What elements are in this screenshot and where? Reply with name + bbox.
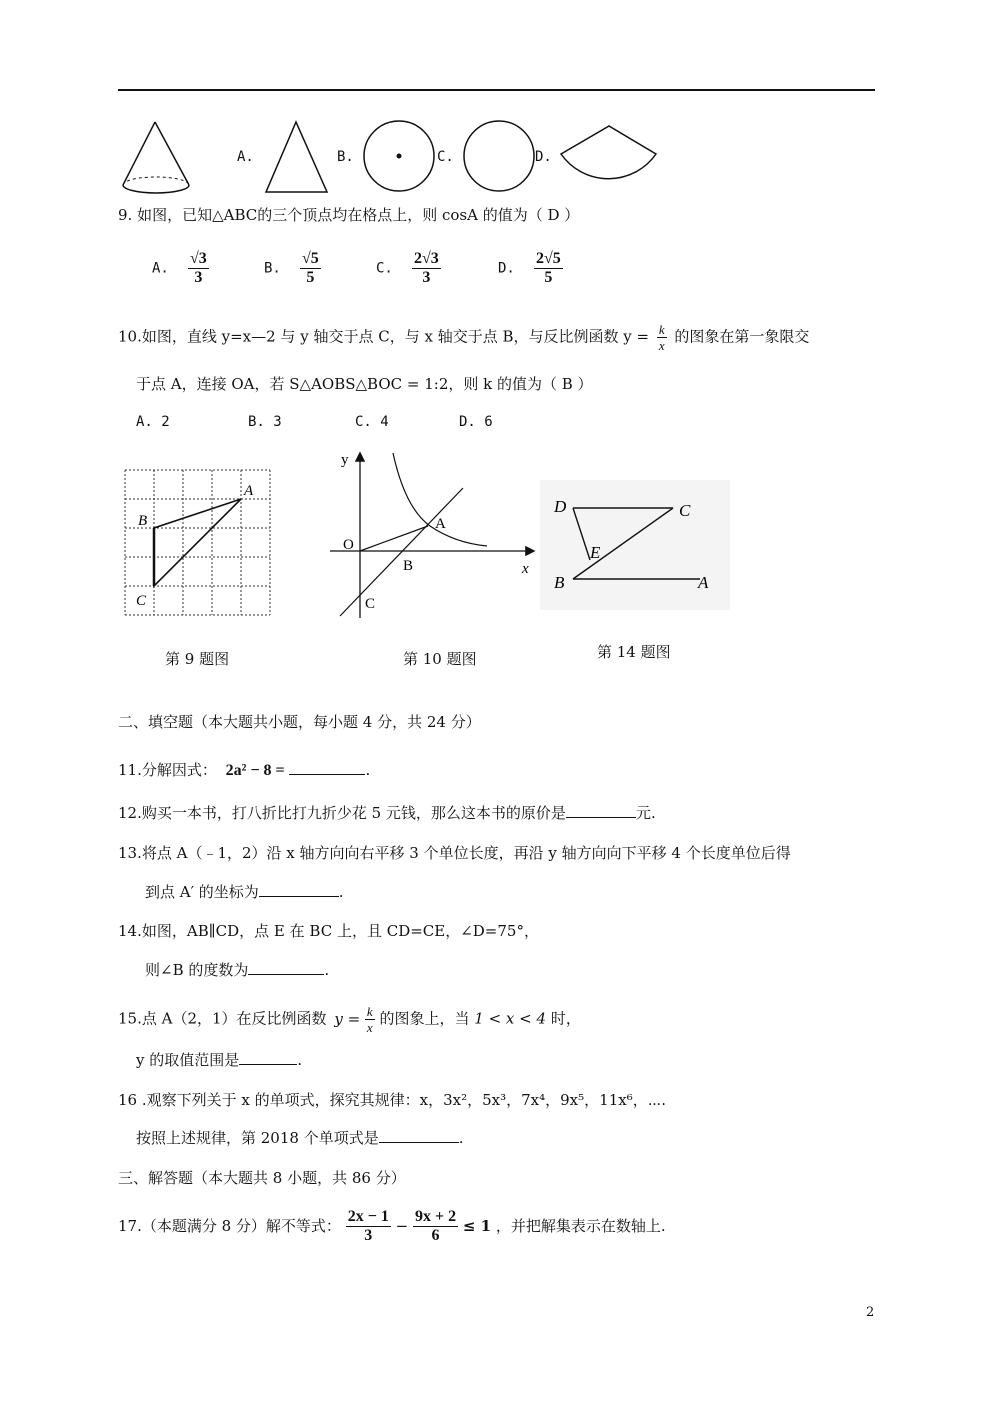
fig10-label-c: C xyxy=(365,596,376,612)
q8-option-b: B. xyxy=(337,149,354,165)
segment-oa xyxy=(360,526,428,551)
fig10-label-o: O xyxy=(343,537,354,553)
fig14-label-b: B xyxy=(554,573,565,592)
q15-line2: y 的取值范围是 . xyxy=(136,1051,303,1069)
q17-fraction-2: $\frac{9x + 2}{6}$ xyxy=(414,1207,457,1244)
fig14-figure xyxy=(540,480,730,610)
fig10-caption: 第 10 题图 xyxy=(403,650,477,668)
hyperbola-curve xyxy=(393,453,487,546)
q9-option-label: D. xyxy=(498,260,515,277)
q8-figure-row xyxy=(115,112,675,197)
q9-option-label: A. xyxy=(152,260,169,277)
answer-blank[interactable] xyxy=(259,882,339,897)
q9-options xyxy=(152,250,602,300)
center-dot xyxy=(397,154,402,159)
q10-option-c: C. 4 xyxy=(355,414,389,430)
header-rule xyxy=(118,89,875,91)
fig10-label-a: A xyxy=(435,516,446,532)
page-number: 2 xyxy=(866,1305,875,1320)
fig10-label-x: x xyxy=(522,561,529,577)
q10-stem-line1: 10.如图，直线 y=x—2 与 y 轴交于点 C，与 x 轴交于点 B，与反比例函数 y = $\frac{k}{x}$ 的图象在第一象限交 xyxy=(118,322,810,353)
q9-option-fraction: $\frac{2√5}{5}$ xyxy=(535,250,561,286)
sector-shape xyxy=(561,126,656,179)
section3-heading: 三、解答题（本大题共 8 小题，共 86 分） xyxy=(118,1169,406,1187)
q10-fraction: $\frac{k}{x}$ xyxy=(658,322,665,353)
q10-option-b: B. 3 xyxy=(248,414,282,430)
fig10-label-y: y xyxy=(341,452,349,468)
answer-blank[interactable] xyxy=(289,760,365,775)
line-y-eq-x-minus-2 xyxy=(340,488,463,616)
fig14-caption: 第 14 题图 xyxy=(597,643,671,661)
q10-stem-line2: 于点 A，连接 OA，若 S△AOBS△BOC = 1:2，则 k 的值为（ B ） xyxy=(136,375,593,393)
q11: 11.分解因式： 2a² − 8 = . xyxy=(118,761,371,779)
q9-option-fraction: $\frac{√5}{5}$ xyxy=(301,250,319,286)
q8-option-d: D. xyxy=(535,149,552,165)
q10-option-a: A. 2 xyxy=(136,414,170,430)
q10-option-d: D. 6 xyxy=(459,414,493,430)
fig9-caption: 第 9 题图 xyxy=(165,650,230,668)
q13-line2: 到点 A′ 的坐标为 . xyxy=(145,883,344,901)
q8-option-c: C. xyxy=(437,149,454,165)
fig14-label-c: C xyxy=(679,501,691,520)
fig9-grid-figure xyxy=(118,465,278,625)
fig14-label-e: E xyxy=(590,543,601,562)
fig10-graph-figure xyxy=(325,448,540,623)
fig9-label-c: C xyxy=(136,593,147,609)
cone-shape xyxy=(123,122,189,193)
q17-fraction-1: $\frac{2x - 1}{3}$ xyxy=(347,1207,389,1244)
answer-blank[interactable] xyxy=(248,960,324,975)
q14-line2: 则∠B 的度数为 . xyxy=(145,961,330,979)
q13-line1: 13.将点 A（﹣1，2）沿 x 轴方向向右平移 3 个单位长度，再沿 y 轴方向向下平移 4 个长度单位后得 xyxy=(118,844,791,862)
q8-option-a: A. xyxy=(237,149,254,165)
q14-line1: 14.如图，AB∥CD，点 E 在 BC 上，且 CD=CE，∠D=75°， xyxy=(118,922,539,940)
q9-option-fraction: $\frac{√3}{3}$ xyxy=(189,250,207,286)
q17: 17.（本题满分 8 分）解不等式： $\frac{2x - 1}{3}$ − $\frac{9x + 2}{6}$ ≤ 1 ，并把解集表示在数轴上. xyxy=(118,1207,666,1244)
fig9-label-b: B xyxy=(138,513,148,529)
triangle-shape xyxy=(266,122,327,192)
q9-option-fraction: $\frac{2√3}{3}$ xyxy=(413,250,439,286)
circle-shape xyxy=(464,121,534,191)
answer-blank[interactable] xyxy=(379,1128,459,1143)
answer-blank[interactable] xyxy=(239,1050,297,1065)
fig14-label-d: D xyxy=(554,497,567,516)
section2-heading: 二、填空题（本大题共小题，每小题 4 分，共 24 分） xyxy=(118,713,481,731)
q9-option-label: C. xyxy=(376,260,393,277)
fig14-label-a: A xyxy=(698,573,709,592)
q9-option-label: B. xyxy=(264,260,281,277)
q9-option xyxy=(498,250,563,287)
q9-stem: 9. 如图，已知△ABC的三个顶点均在格点上，则 cosA 的值为（ D ） xyxy=(118,206,580,224)
fig9-label-a: A xyxy=(244,483,254,499)
q16-line2: 按照上述规律，第 2018 个单项式是 . xyxy=(136,1129,464,1147)
q15-line1: 15.点 A（2，1）在反比例函数 y = $\frac{k}{x}$ 的图象上，当 1 < x < 4 时， xyxy=(118,1004,581,1035)
fig10-label-b: B xyxy=(403,558,414,574)
q9-option xyxy=(376,250,441,287)
answer-blank[interactable] xyxy=(566,803,636,818)
q9-option xyxy=(152,250,209,287)
q15-fraction: $\frac{k}{x}$ xyxy=(366,1004,373,1035)
q9-option xyxy=(264,250,321,287)
q16-line1: 16 .观察下列关于 x 的单项式，探究其规律：x，3x²，5x³，7x⁴，9x⁵，11x⁶，⋯. xyxy=(118,1091,666,1109)
q12: 12.购买一本书，打八折比打九折少花 5 元钱，那么这本书的原价是 元. xyxy=(118,804,656,822)
